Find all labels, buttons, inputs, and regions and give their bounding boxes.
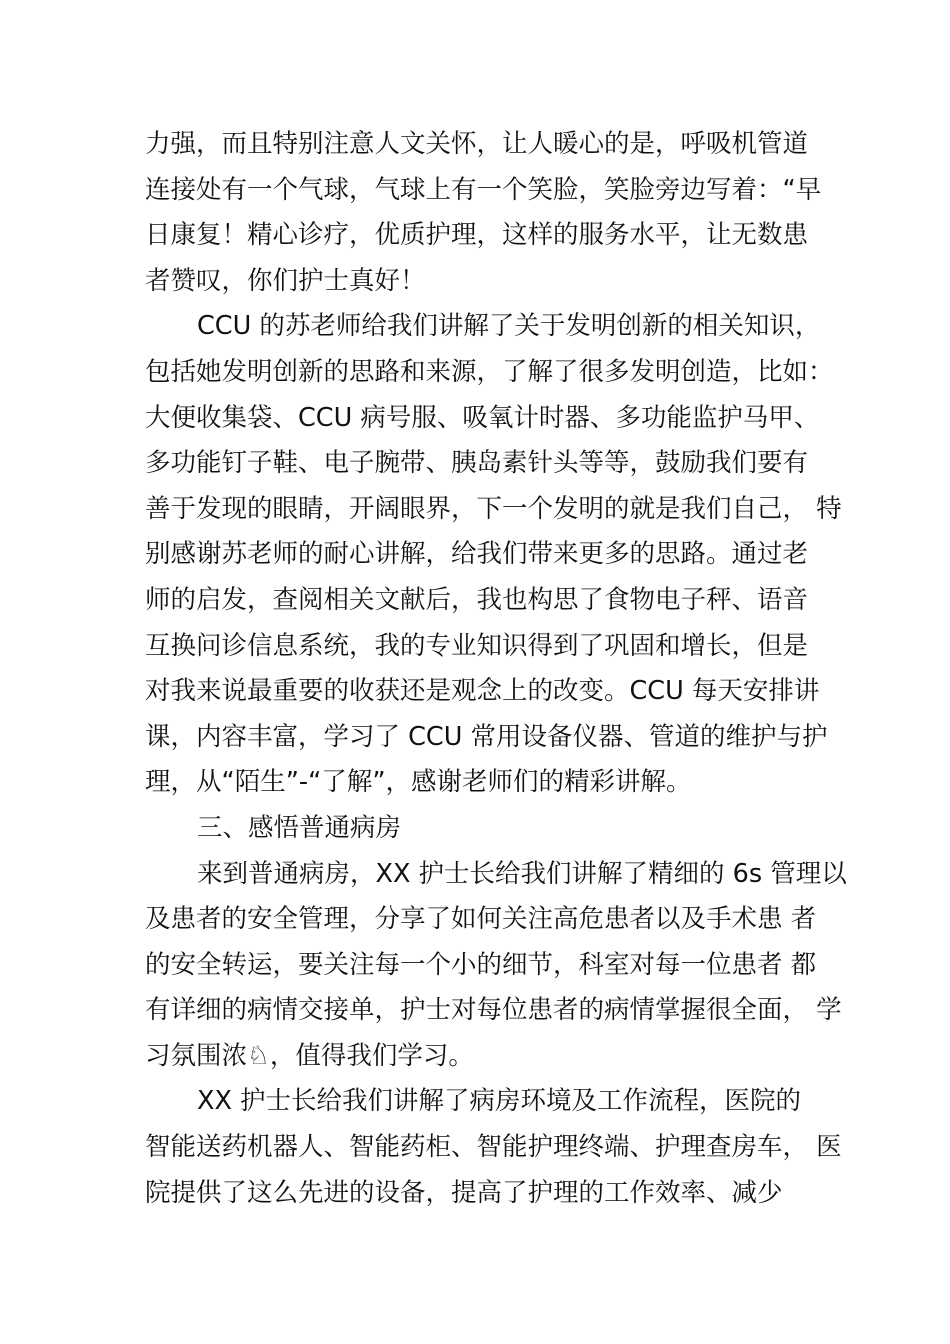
- text-line: 对我来说最重要的收获还是观念上的改变。CCU 每天安排讲: [145, 676, 820, 707]
- text-line: 连接处有一个气球，气球上有一个笑脸，笑脸旁边写着：“早: [145, 174, 822, 205]
- text-line: 多功能钉子鞋、电子腕带、胰岛素针头等等，鼓励我们要有: [145, 448, 809, 479]
- text-line: 包括她发明创新的思路和来源，了解了很多发明创造，比如：: [145, 356, 834, 387]
- text-line: 日康复！精心诊疗，优质护理，这样的服务水平，让无数患: [145, 220, 809, 251]
- text-line: 习氛围浓♘，值得我们学习。: [145, 1040, 474, 1071]
- text-line: 师的启发，查阅相关文献后，我也构思了食物电子秤、语音: [145, 584, 809, 615]
- text-line: 三、感悟普通病房: [197, 812, 402, 843]
- text-line: 理，从“陌生”-“了解”，感谢老师们的精彩讲解。: [145, 767, 692, 798]
- text-line: 别感谢苏老师的耐心讲解，给我们带来更多的思路。通过老: [145, 539, 809, 570]
- text-line: 者赞叹，你们护士真好！: [145, 265, 426, 296]
- text-line: 及患者的安全管理，分享了如何关注高危患者以及手术患 者: [145, 904, 817, 935]
- text-line: 力强，而且特别注意人文关怀，让人暖心的是，呼吸机管道: [145, 129, 809, 159]
- text-line: 智能送药机器人、智能药柜、智能护理终端、护理查房车， 医: [145, 1132, 842, 1163]
- text-line: 互换问诊信息系统，我的专业知识得到了巩固和增长，但是: [145, 630, 809, 661]
- document-body: [145, 122, 845, 1216]
- text-line: 院提供了这么先进的设备，提高了护理的工作效率、减少: [145, 1177, 783, 1208]
- text-line: 大便收集袋、CCU 病号服、吸氧计时器、多功能监护马甲、: [145, 402, 820, 433]
- text-line: XX 护士长给我们讲解了病房环境及工作流程，医院的: [197, 1086, 802, 1117]
- text-line: 来到普通病房，XX 护士长给我们讲解了精细的 6s 管理以: [197, 858, 847, 889]
- text-line: 课，内容丰富，学习了 CCU 常用设备仪器、管道的维护与护: [145, 721, 828, 752]
- text-line: 的安全转运，要关注每一个小的细节，科室对每一位患者 都: [145, 949, 817, 980]
- text-line: CCU 的苏老师给我们讲解了关于发明创新的相关知识，: [197, 311, 821, 342]
- text-line: 有详细的病情交接单，护士对每位患者的病情掌握很全面， 学: [145, 995, 842, 1026]
- text-line: 善于发现的眼睛，开阔眼界，下一个发明的就是我们自己， 特: [145, 493, 842, 524]
